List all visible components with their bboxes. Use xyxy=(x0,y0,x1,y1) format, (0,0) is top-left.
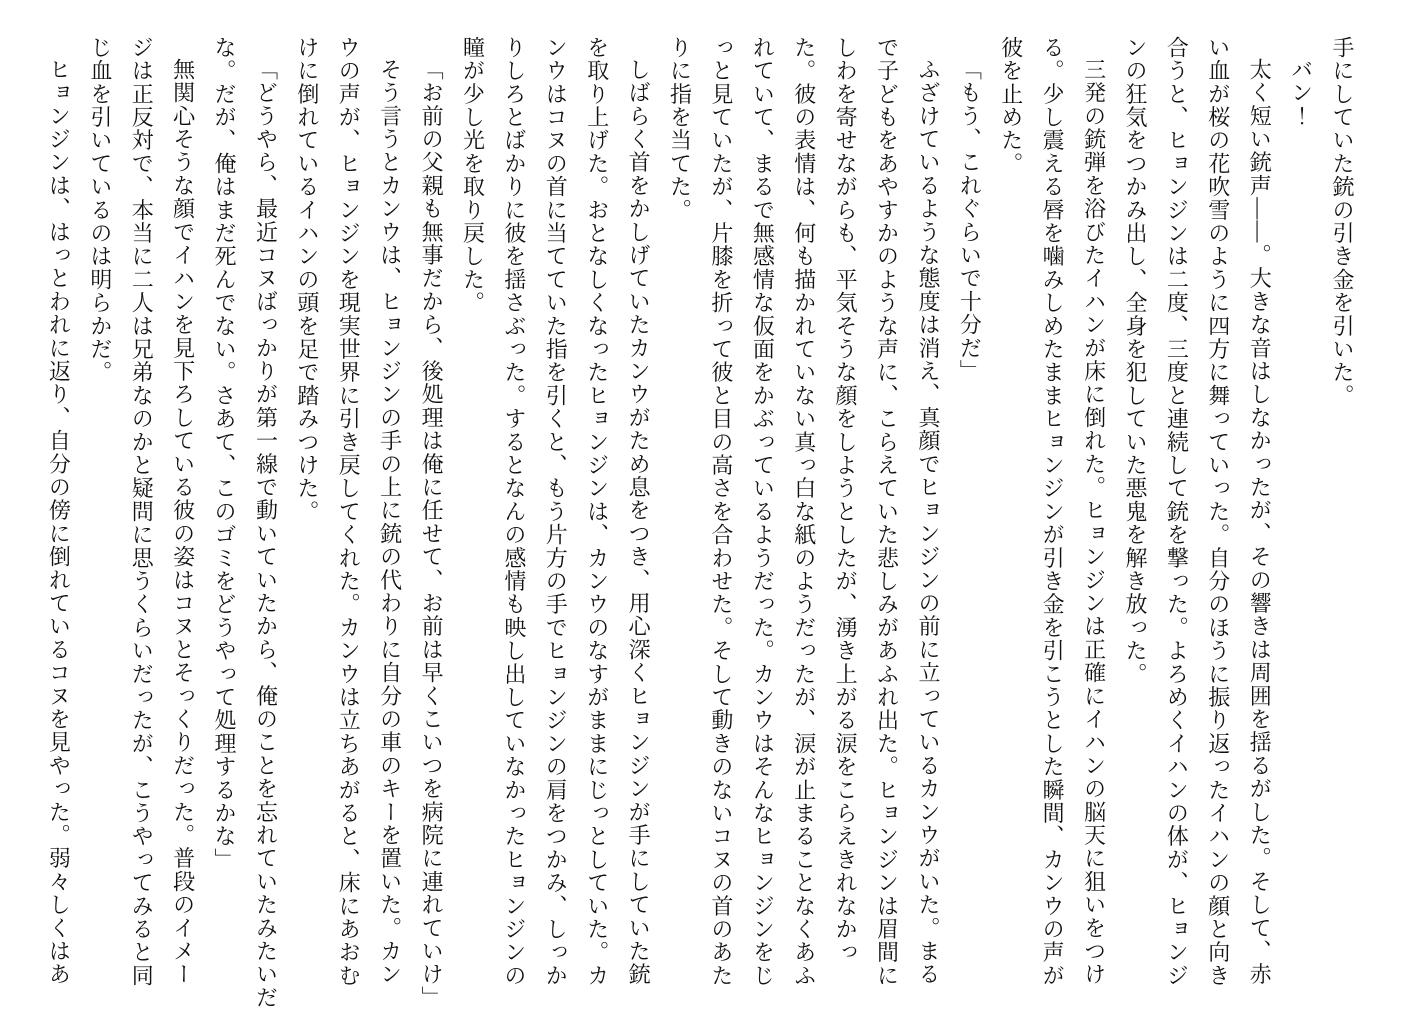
text-line: そう言うとカンウは、ヒョンジンの手の上に銃の代わりに自分の車のキーを置いた。カン xyxy=(377,58,403,986)
text-line: れていて、まるで無感情な仮面をかぶっているようだった。カンウはそんなヒョンジンをじ xyxy=(750,36,776,988)
text-line: 「お前の父親も無事だから、後処理は俺に任せて、お前は早くこいつを病院に連れていけ」 xyxy=(419,58,445,1009)
text-line: ンウはコヌの首に当てていた指を引くと、もう片方の手でヒョンジンの肩をつかみ、しっか xyxy=(543,36,569,988)
text-line: じ血を引いているのは明らかだ。 xyxy=(87,36,113,384)
vertical-text-flow xyxy=(38,36,1363,1009)
text-line: 彼を止めた。 xyxy=(998,36,1024,176)
text-line: りに指を当てた。 xyxy=(667,36,693,222)
text-line: けに倒れているイハンの頭を足で踏みつけた。 xyxy=(294,36,320,524)
text-line: 太く短い銃声――。大きな音はしなかったが、その響きは周囲を揺るがした。そして、赤 xyxy=(1247,58,1273,986)
text-line: ヒョンジンは、はっとわれに返り、自分の傍に倒れているコヌを見やった。弱々しくはあ xyxy=(46,58,72,986)
text-line: 三発の銃弾を浴びたイハンが床に倒れた。ヒョンジンは正確にイハンの脳天に狙いをつけ xyxy=(1081,58,1107,987)
text-line: で子どもをあやすかのような声に、こらえていた悲しみがあふれ出た。ヒョンジンは眉間に xyxy=(874,36,900,988)
text-line: た。彼の表情は、何も描かれていない真っ白な紙のようだったが、涙が止まることなくあふ xyxy=(791,36,817,988)
text-line: 無関心そうな顔でイハンを見下ろしている彼の姿はコヌとそっくりだった。普段のイメー xyxy=(170,58,196,986)
text-line: 「もう、これぐらいで十分だ」 xyxy=(957,58,983,383)
text-line: ジは正反対で、本当に二人は兄弟なのかと疑問に思うくらいだったが、こうやってみると同 xyxy=(129,36,155,988)
text-line: 「どうやら、最近コヌばっかりが第一線で動いていたから、俺のことを忘れていたみたいだ xyxy=(253,58,279,1009)
text-line: っと見ていたが、片膝を折って彼と目の高さを合わせた。そして動きのないコヌの首のあた xyxy=(708,36,734,988)
text-line: しばらく首をかしげていたカンウがため息をつき、用心深くヒョンジンが手にしていた銃 xyxy=(626,58,652,986)
text-line: 手にしていた銃の引き金を引いた。 xyxy=(1330,36,1355,408)
text-line: な。だが、俺はまだ死んでない。さあて、このゴミをどうやって処理するかな」 xyxy=(212,36,238,872)
text-line: を取り上げた。おとなしくなったヒョンジンは、カンウのなすがままにじっとしていた。カ xyxy=(584,36,610,988)
text-line: バン！ xyxy=(1288,58,1314,128)
text-line: 瞳が少し光を取り戻した。 xyxy=(460,36,486,315)
text-line: ンの狂気をつかみ出し、全身を犯していた悪鬼を解き放った。 xyxy=(1122,36,1148,686)
text-line: ウの声が、ヒョンジンを現実世界に引き戻してくれた。カンウは立ちあがると、床にあおむ xyxy=(336,36,362,988)
text-line: い血が桜の花吹雪のように四方に舞っていった。自分のほうに振り返ったイハンの顔と向き xyxy=(1205,36,1231,988)
text-line: りしろとばかりに彼を揺さぶった。するとなんの感情も映し出していなかったヒョンジンの xyxy=(501,36,527,988)
text-line: ふざけているような態度は消え、真顔でヒョンジンの前に立っているカンウがいた。まる xyxy=(915,58,941,986)
text-line: しわを寄せながらも、平気そうな顔をしようとしたが、湧き上がる涙をこらえきれなかっ xyxy=(833,36,859,964)
text-line: る。少し震える唇を噛みしめたままヒョンジンが引き金を引こうとした瞬間、カンウの声が xyxy=(1040,36,1066,988)
text-line: 合うと、ヒョンジンは二度、三度と連続して銃を撃った。よろめくイハンの体が、ヒョンジ xyxy=(1164,36,1190,988)
